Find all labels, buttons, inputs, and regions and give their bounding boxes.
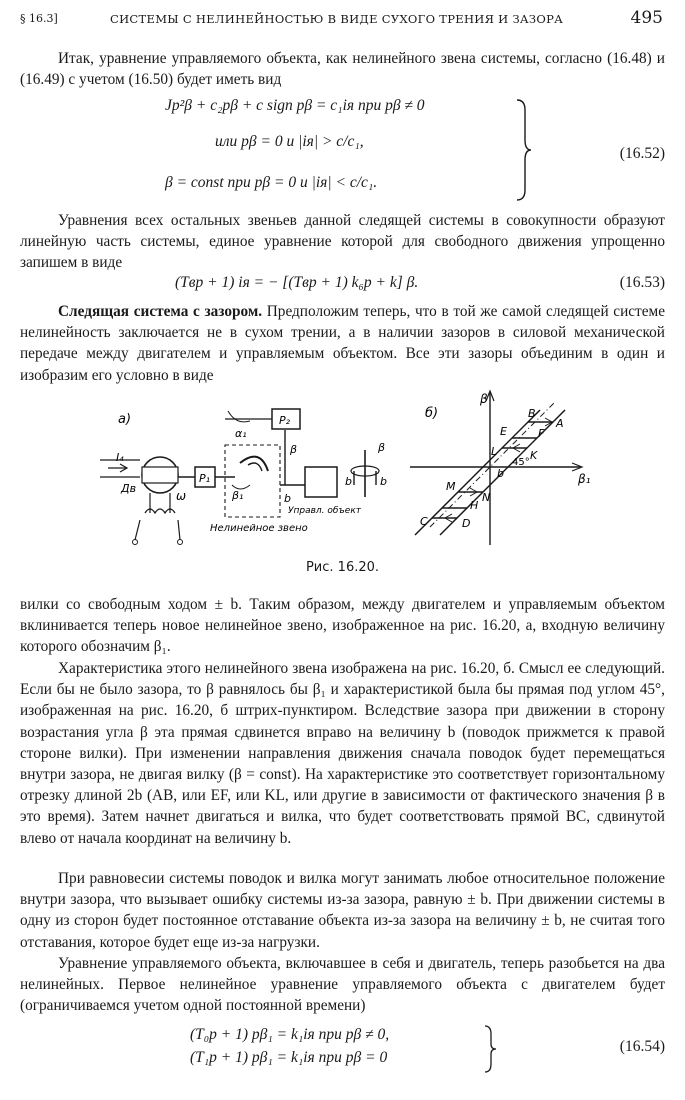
label-i4: I₄ xyxy=(116,451,124,464)
paragraph-backlash-system xyxy=(20,301,665,386)
equation-16-53: (Tвp + 1) iя = − [(Tвp + 1) k₆p + k] β. xyxy=(175,274,419,291)
point-L: L xyxy=(491,445,498,458)
equation-16-54-line-1: (T₀p + 1) pβ₁ = k₁iя при pβ ≠ 0, xyxy=(190,1026,390,1043)
figure-caption: Рис. 16.20. xyxy=(305,560,380,575)
label-beta-fork: β xyxy=(378,441,386,454)
label-b-fork-right: b xyxy=(380,475,387,488)
label-beta-a: β xyxy=(290,443,298,456)
label-b-fork-left: b xyxy=(345,475,352,488)
figure-label-a: а) xyxy=(118,412,132,427)
label-angle-45: 45° xyxy=(512,457,530,468)
label-beta1-a: β₁ xyxy=(232,489,244,502)
section-number: § 16.3] xyxy=(20,12,58,25)
paragraph-equilibrium: При равновесии системы поводок и вилка могут занимать любое относительное положение внутри зазора, что вызывает ошибку системы из-за зазора, равную ± b. При движении системы в одну из сторон будет постоянное отставание объекта из-за зазора на величину ± b, не считая того отставания, которое будет еще из-за нагрузки. xyxy=(20,870,665,951)
paragraph-linear-part: Уравнения всех остальных звеньев данной следящей системы в совокупности образуют линейную часть системы, единое уравнение которой для свободного движения упрощенно запишем в виде xyxy=(20,212,665,272)
chapter-title: СИСТЕМЫ С НЕЛИНЕЙНОСТЬЮ В ВИДЕ СУХОГО ТРЕНИЯ И ЗАЗОРА xyxy=(110,12,564,26)
equation-16-52-line-3: β = const при pβ = 0 и |iя| < c/c₁. xyxy=(165,174,378,191)
label-omega: ω xyxy=(176,489,187,503)
controlled-object-box xyxy=(305,467,337,497)
point-K: K xyxy=(530,449,538,462)
equation-16-54-line-2: (T₁p + 1) pβ₁ = k₁iя при pβ = 0 xyxy=(190,1049,388,1066)
paragraph-characteristic: Характеристика этого нелинейного звена изображена на рис. 16.20, б. Смысл ее следующий. Если бы не было зазора, то β равнялось бы β₁ и характеристикой была бы прямая под углом 45°, изображенная на рис. 16.20, б штрих-пунктиром. Вследствие зазора при движении в сторону возрастания угла β эта прямая сдвинется вправо на величину b (поводок прижмется к правой стороне вилки). При изменении направления движения сначала поводок будет перемещаться внутри зазора, не двигая вилку (β = const). На характеристике это соответствует горизонтальному отрезку длиной 2b (AB, или EF, или KL, или другие в зависимости от фактического значения β в это время). Затем начнет двигаться и вилка, что будет соответствовать прямой BC, сдвинутой влево от начала координат на величину b. xyxy=(20,660,665,847)
point-N: N xyxy=(482,491,491,504)
equation-16-52-line-2: или pβ = 0 и |iя| > c/c₁, xyxy=(215,133,364,150)
page-number: 495 xyxy=(630,8,663,28)
equation-16-52-line-1: Jp²β + c₂pβ + c sign pβ = c₁iя при pβ ≠ 0 xyxy=(165,97,425,114)
label-alpha1: α₁ xyxy=(235,427,247,440)
equation-number-16-53: (16.53) xyxy=(619,274,665,291)
point-B: B xyxy=(528,407,536,420)
figure-label-b: б) xyxy=(425,406,439,421)
label-b-graph: b xyxy=(497,467,504,480)
point-D: D xyxy=(462,517,471,530)
paragraph-object-equation: Уравнение управляемого объекта, включавшее в себя и двигатель, теперь разобьется на два нелинейных. Первое нелинейное уравнение управляемого объекта с двигателем будет (ограничиваемся учетом одной постоянной времени) xyxy=(20,955,665,1015)
paragraph-intro: Итак, уравнение управляемого объекта, как нелинейного звена системы, согласно (16.48) и (16.49) с учетом (16.50) будет иметь вид xyxy=(20,50,665,89)
equation-16-54-brace xyxy=(483,1024,499,1074)
point-A: A xyxy=(556,417,564,430)
equation-brace xyxy=(515,98,535,202)
axis-beta-label: β xyxy=(480,392,488,406)
label-controlled-object: Управл. объект xyxy=(288,506,362,516)
label-p2: P₂ xyxy=(279,414,291,427)
figure-16-20 xyxy=(0,385,685,555)
label-nonlinear-element: Нелинейное звено xyxy=(210,523,308,534)
point-H: H xyxy=(470,499,479,512)
label-p1: P₁ xyxy=(199,472,211,485)
axis-beta1-label: β₁ xyxy=(578,472,591,486)
paragraph-backlash-text: Предположим теперь, что в той же самой следящей системе нелинейность заключается не в сухом трении, а в наличии зазоров в силовой механической передаче между двигателем и управляемым объектом. Все эти зазоры объединим в один и изобразим его условно в виде xyxy=(20,303,665,384)
point-M: M xyxy=(446,480,456,493)
point-F: F xyxy=(538,427,545,440)
equation-number-16-54: (16.54) xyxy=(619,1038,665,1055)
point-C: C xyxy=(420,515,428,528)
label-b-a: b xyxy=(284,492,291,505)
subsection-heading: Следящая система с зазором. xyxy=(58,303,263,320)
paragraph-fork: вилки со свободным ходом ± b. Таким образом, между двигателем и управляемым объектом вклинивается теперь новое нелинейное звено, изображенное на рис. 16.20, а, входную величину которого обозначим β₁. xyxy=(20,596,665,656)
point-E: E xyxy=(500,425,507,438)
running-header xyxy=(20,8,667,30)
label-motor: Дв xyxy=(121,482,137,495)
equation-number-16-52: (16.52) xyxy=(619,145,665,162)
